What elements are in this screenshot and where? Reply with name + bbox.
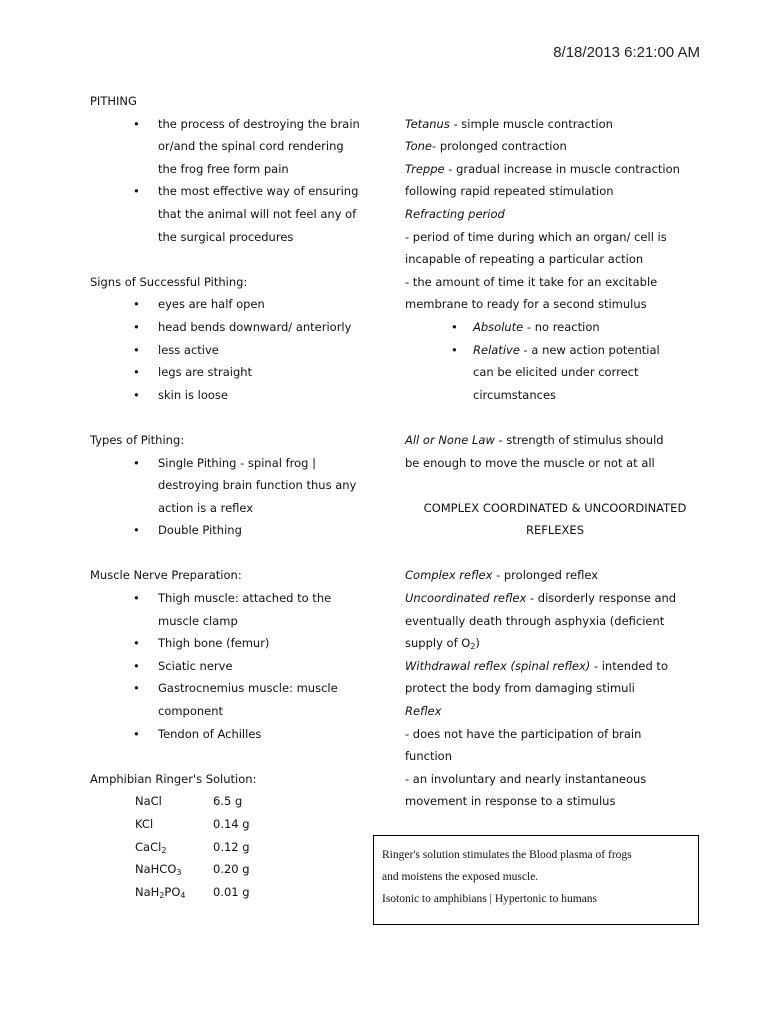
note-line: Ringer's solution stimulates the Blood plasma of frogs bbox=[382, 849, 632, 861]
list-item: • head bends downward/ anteriorly bbox=[133, 319, 352, 334]
list-item: • legs are straight bbox=[133, 365, 253, 380]
ringer-row bbox=[90, 813, 370, 836]
term-refracting-period: Refracting period bbox=[405, 206, 505, 221]
definition-line: protect the body from damaging stimuli bbox=[405, 681, 635, 696]
list-item-cont: or/and the spinal cord rendering bbox=[158, 139, 344, 154]
definition-line: - the amount of time it take for an excitable bbox=[405, 274, 658, 289]
definition-line: incapable of repeating a particular action bbox=[405, 252, 644, 267]
definition-line: membrane to ready for a second stimulus bbox=[405, 297, 647, 312]
muscle-title: Muscle Nerve Preparation: bbox=[90, 568, 242, 583]
list-item: • less active bbox=[133, 342, 219, 357]
ringer-chemical: NaHCO$_3$ bbox=[135, 862, 182, 878]
right-column bbox=[405, 90, 705, 813]
ringer-row bbox=[90, 881, 370, 904]
definition-tone: Tone- prolonged contraction bbox=[405, 139, 567, 154]
definition-treppe-cont: following rapid repeated stimulation bbox=[405, 184, 614, 199]
definition-treppe: Treppe - gradual increase in muscle contraction bbox=[405, 161, 680, 176]
definition-line: be enough to move the muscle or not at all bbox=[405, 455, 655, 470]
ringer-chemical: NaCl bbox=[135, 794, 162, 809]
definition-complex-reflex: Complex reflex - prolonged reflex bbox=[405, 568, 599, 583]
definition-withdrawal-reflex: Withdrawal reflex (spinal reflex) - intended to bbox=[405, 658, 668, 673]
list-item: • skin is loose bbox=[133, 387, 228, 402]
list-item: • the most effective way of ensuring bbox=[133, 184, 359, 199]
ringer-amount: 0.14 g bbox=[213, 817, 250, 831]
document-timestamp: 8/18/2013 6:21:00 AM bbox=[553, 44, 700, 61]
list-item: • Double Pithing bbox=[133, 523, 242, 538]
section-heading: COMPLEX COORDINATED & UNCOORDINATED bbox=[423, 500, 687, 515]
signs-title: Signs of Successful Pithing: bbox=[90, 274, 248, 289]
list-item-cont: circumstances bbox=[473, 387, 557, 402]
note-line: Isotonic to amphibians | Hypertonic to humans bbox=[382, 893, 598, 905]
ringer-row bbox=[90, 790, 370, 813]
ringer-note-box bbox=[373, 835, 699, 925]
list-item: • eyes are half open bbox=[133, 297, 265, 312]
ringer-title: Amphibian Ringer's Solution: bbox=[90, 771, 257, 786]
list-item-cont: muscle clamp bbox=[158, 613, 238, 628]
list-item-cont: destroying brain function thus any bbox=[158, 478, 357, 493]
list-item: • the process of destroying the brain bbox=[133, 116, 360, 131]
list-item: • Thigh bone (femur) bbox=[133, 636, 270, 651]
list-item-cont: can be elicited under correct bbox=[473, 365, 639, 380]
definition-all-or-none: All or None Law - strength of stimulus should bbox=[405, 432, 664, 447]
list-item: • Relative - a new action potential bbox=[451, 342, 660, 357]
list-item: • Gastrocnemius muscle: muscle bbox=[133, 681, 338, 696]
definition-line: eventually death through asphyxia (deficient bbox=[405, 613, 665, 628]
ringer-composition-list bbox=[90, 790, 370, 903]
list-item: • Thigh muscle: attached to the bbox=[133, 591, 332, 606]
ringer-amount: 6.5 g bbox=[213, 794, 243, 809]
section-heading-cont: REFLEXES bbox=[526, 523, 584, 538]
definition-line: function bbox=[405, 749, 452, 764]
ringer-amount: 0.20 g bbox=[213, 862, 250, 877]
list-item-cont: action is a reflex bbox=[158, 500, 254, 515]
ringer-row bbox=[90, 858, 370, 881]
ringer-amount: 0.12 g bbox=[213, 839, 250, 854]
ringer-chemical: KCl bbox=[135, 817, 154, 831]
definition-line: - an involuntary and nearly instantaneous bbox=[405, 771, 647, 786]
definition-tetanus: Tetanus - simple muscle contraction bbox=[405, 116, 613, 131]
ringer-chemical: $NaH_2PO_4$ bbox=[135, 884, 186, 900]
types-title: Types of Pithing: bbox=[90, 432, 185, 447]
list-item: • Sciatic nerve bbox=[133, 658, 233, 673]
definition-line: supply of $O_2$) bbox=[405, 636, 480, 652]
ringer-row bbox=[90, 836, 370, 859]
definition-line: - does not have the participation of brain bbox=[405, 726, 642, 741]
list-item: • Absolute - no reaction bbox=[451, 319, 600, 334]
definition-line: - period of time during which an organ/ cell is bbox=[405, 229, 667, 244]
pithing-title: PITHING bbox=[90, 94, 137, 108]
list-item: • Tendon of Achilles bbox=[133, 726, 262, 741]
note-line: and moistens the exposed muscle. bbox=[382, 871, 539, 883]
left-column bbox=[90, 90, 370, 903]
list-item-cont: component bbox=[158, 704, 224, 719]
term-reflex: Reflex bbox=[405, 704, 442, 719]
ringer-amount: 0.01 g bbox=[213, 884, 250, 899]
list-item-cont: the surgical procedures bbox=[158, 229, 294, 244]
definition-line: movement in response to a stimulus bbox=[405, 794, 616, 809]
ringer-chemical: CaCl$_2$ bbox=[135, 839, 167, 855]
list-item: • Single Pithing - spinal frog | bbox=[133, 455, 316, 470]
definition-uncoordinated-reflex: Uncoordinated reflex - disorderly response and bbox=[405, 591, 677, 606]
list-item-cont: that the animal will not feel any of bbox=[158, 206, 357, 221]
list-item-cont: the frog free form pain bbox=[158, 161, 289, 176]
